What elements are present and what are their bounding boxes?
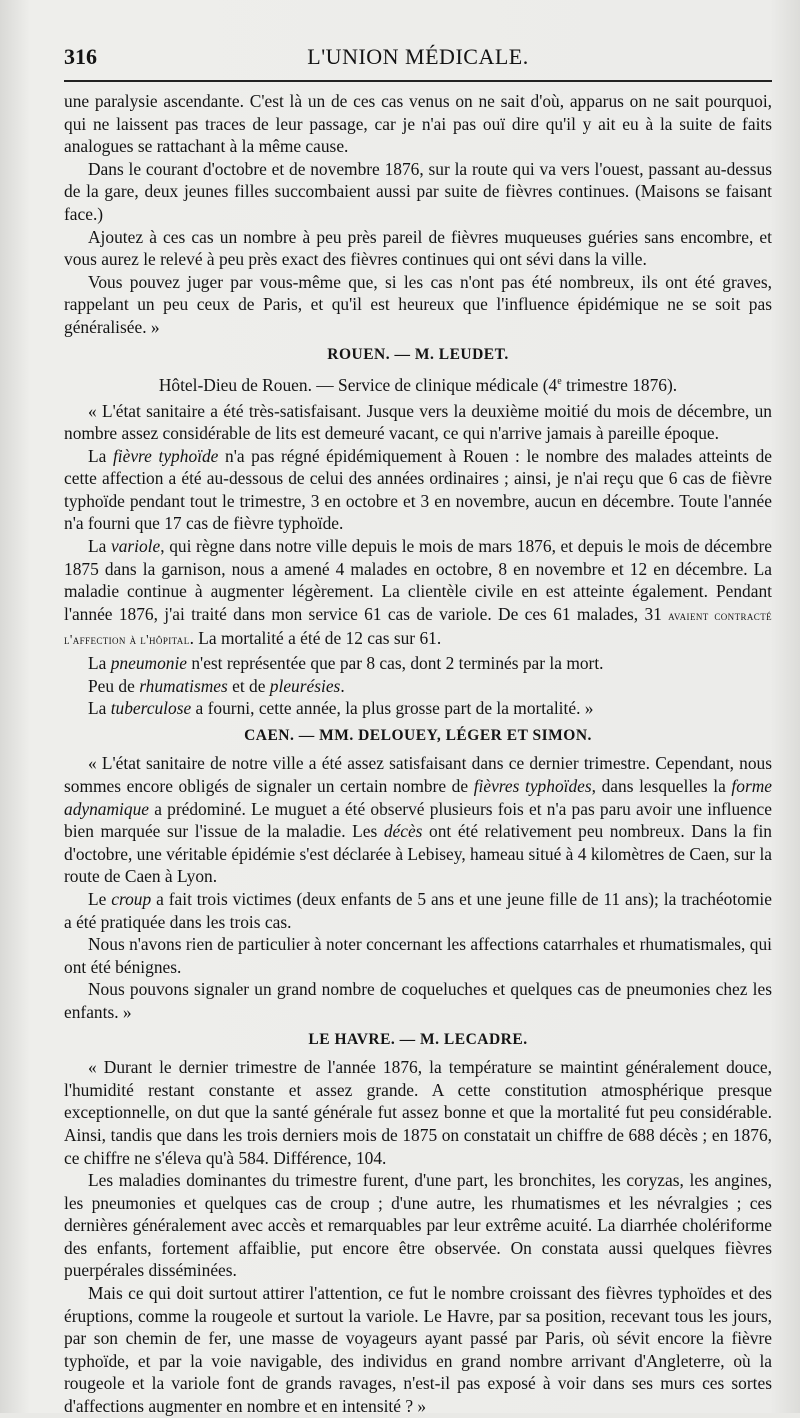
section-subheading-rouen: Hôtel-Dieu de Rouen. — Service de clinique médicale (4e trimestre 1876). [158,374,678,395]
paragraph: Nous n'avons rien de particulier à noter concernant les affections catarrhales et rhumatismales, qui ont été bénignes. [64,934,772,977]
header-rule [64,80,772,82]
emphasis: forme adynamique [64,776,772,819]
paragraph: Dans le courant d'octobre et de novembre 1876, sur la route qui va vers l'ouest, passant au-dessus de la gare, deux jeunes filles succombaient aussi par suite de fièvres continues. (Maisons se faisant face.) [64,158,772,224]
paragraph: La pneumonie n'est représentée que par 8 cas, dont 2 terminés par la mort. [88,653,604,674]
paragraph: Ajoutez à ces cas un nombre à peu près pareil de fièvres muqueuses guéries sans encombre, et vous aurez le relevé à peu près exact des fièvres continues qui ont sévi dans la ville. [64,226,772,270]
emphasis: fièvres typhoïdes [473,776,592,797]
paragraph: La variole, qui règne dans notre ville depuis le mois de mars 1876, et depuis le mois de décembre 1875 dans la garnison, nous a amené 4 malades en octobre, 8 en novembre et 12 en décembre. La maladie continue à augmenter légèrement. La clientèle civile en est atteinte également. Pendant l'année 1876, j'ai traité dans mon service 61 cas de variole. De ces 61 malades, 31 avaient contracté l'affection à l'hôpital. La mortalité a été de 12 cas sur 61. [64,536,772,649]
paragraph: Nous pouvons signaler un grand nombre de coqueluches et quelques cas de pneumonies chez les enfants. » [64,979,772,1022]
paragraph: La tuberculose a fourni, cette année, la plus grosse part de la mortalité. » [88,698,594,719]
paragraph: Peu de rhumatismes et de pleurésies. [88,675,345,696]
emphasis: tuberculose [110,698,192,719]
paragraph: une paralysie ascendante. C'est là un de ces cas venus on ne sait d'où, apparus on ne sait pourquoi, qui ne laissent pas traces de leur passage, car je n'ai pas ouï dire qu'il y ait eu à la suite de faits analogues se rattachant à la même cause. [64,91,772,157]
paragraph: « L'état sanitaire a été très-satisfaisant. Jusque vers la deuxième moitié du mois de décembre, un nombre assez considérable de lits est demeuré vacant, ce qui n'arrive jamais à pareille époque. [64,400,772,444]
paragraph: « Durant le dernier trimestre de l'année 1876, la température se maintint généralement douce, l'humidité restant constante et assez grande. A cette constitution atmosphérique presque exceptionnelle, on dut que la santé générale fut assez bonne et que la mortalité fut peu considérable. Ainsi, tandis que dans les trois derniers mois de 1875 on constatait un chiffre de 688 décès ; en 1876, ce chiffre ne s'éleva qu'à 584. Différence, 104. [64,1057,772,1168]
page-header [64,36,772,70]
emphasis: pneumonie [110,653,188,674]
section-heading-caen: CAEN. — MM. DELOUEY, LÉGER ET SIMON. [244,726,592,744]
small-caps-text: avaient contracté l'affection à l'hôpital [64,607,772,648]
paragraph: Vous pouvez juger par vous-même que, si les cas n'ont pas été nombreux, ils ont été graves, rappelant un peu ceux de Paris, et qu'il est heureux que l'influence épidémique ne se soit pas généralisée. » [64,271,772,337]
paragraph: « L'état sanitaire de notre ville a été assez satisfaisant dans ce dernier trimestre. Cependant, nous sommes encore obligés de signaler un certain nombre de fièvres typhoïdes, dans lesquelles la forme adynamique a prédominé. Le muguet a été observé plusieurs fois et n'a pas paru avoir une influence bien marquée sur l'issue de la maladie. Les décès ont été relativement peu nombreux. Dans la fin d'octobre, une véritable épidémie s'est déclarée à Lebisey, hameau situé à 4 kilomètres de Caen, sur la route de Caen à Lyon. [64,753,772,887]
emphasis: croup [111,888,152,909]
paragraph: La fièvre typhoïde n'a pas régné épidémiquement à Rouen : le nombre des malades atteints de cette affection a été au-dessous de celui des années ordinaires ; ainsi, je n'ai reçu que 6 cas de fièvre typhoïde pendant tout le trimestre, 3 en octobre et 3 en novembre, aucun en décembre. Toute l'année n'a fourni que 17 cas de fièvre typhoïde. [64,445,772,534]
emphasis: pleurésies [269,675,341,696]
paragraph: Le croup a fait trois victimes (deux enfants de 5 ans et une jeune fille de 11 ans); la trachéotomie a été pratiquée dans les trois cas. [64,888,772,932]
running-title: L'UNION MÉDICALE. [307,44,529,69]
paragraph: Les maladies dominantes du trimestre furent, d'une part, les bronchites, les coryzas, les angines, les pneumonies et quelques cas de croup ; d'une autre, les rhumatismes et les névralgies ; ces dernières généralement avec accès et remarquables par leur extrême acuité. La diarrhée cholériforme des enfants, fortement affaiblie, put encore être observée. On constata aussi quelques fièvres puerpérales disséminées. [64,1170,772,1281]
section-heading-rouen: ROUEN. — M. LEUDET. [327,345,509,363]
emphasis: décès [383,821,423,842]
paragraph: Mais ce qui doit surtout attirer l'attention, ce fut le nombre croissant des fièvres typhoïdes et des éruptions, comme la rougeole et surtout la variole. Le Havre, par sa position, recevant tous les jours, par son chemin de fer, une masse de voyageurs ayant passé par Paris, où sévit encore la fièvre typhoïde, et par la voie navigable, des individus en grand nombre arrivant d'Angleterre, où la rougeole et la variole font de grands ravages, n'est-il pas exposé à voir dans ses murs ces sortes d'affections augmenter en nombre et en intensité ? » [64,1283,772,1417]
page-number: 316 [64,44,97,69]
emphasis: fièvre typhoïde [112,445,219,466]
body-text [64,90,772,1418]
emphasis: variole [110,536,161,557]
section-heading-le-havre: LE HAVRE. — M. LECADRE. [308,1030,528,1048]
emphasis: rhumatismes [139,675,228,696]
